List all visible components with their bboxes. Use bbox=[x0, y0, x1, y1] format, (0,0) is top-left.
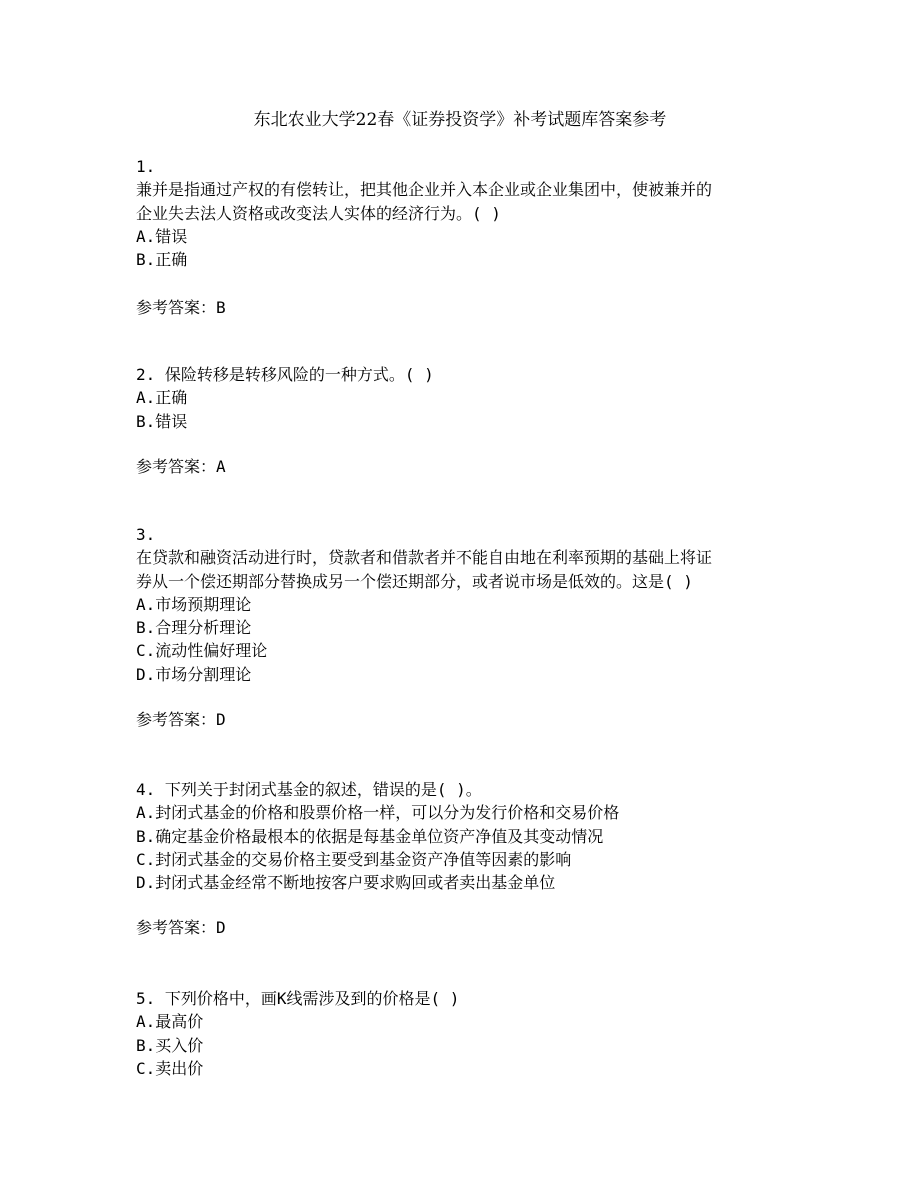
option-b: B.买入价 bbox=[136, 1035, 204, 1055]
option-a: A.最高价 bbox=[136, 1012, 204, 1032]
option-b: B.正确 bbox=[136, 250, 188, 270]
question-stem-line: 企业失去法人资格或改变法人实体的经济行为。( ) bbox=[136, 203, 501, 223]
question-number: 1. bbox=[136, 157, 156, 176]
option-a: A.市场预期理论 bbox=[136, 594, 252, 614]
answer-line: 参考答案：D bbox=[136, 710, 226, 730]
option-c: C.流动性偏好理论 bbox=[136, 641, 268, 661]
option-c: C.卖出价 bbox=[136, 1058, 204, 1078]
question-stem-line: 5. 下列价格中，画K线需涉及到的价格是( ) bbox=[136, 989, 460, 1008]
option-b: B.错误 bbox=[136, 411, 188, 431]
question-number: 3. bbox=[136, 525, 156, 544]
question-5 bbox=[136, 987, 796, 1080]
option-c: C.封闭式基金的交易价格主要受到基金资产净值等因素的影响 bbox=[136, 849, 572, 869]
question-stem-line: 券从一个偿还期部分替换成另一个偿还期部分，或者说市场是低效的。这是( ) bbox=[136, 571, 693, 591]
answer-line: 参考答案：D bbox=[136, 918, 226, 938]
question-4 bbox=[136, 778, 796, 940]
option-d: D.封闭式基金经常不断地按客户要求购回或者卖出基金单位 bbox=[136, 873, 556, 893]
option-a: A.正确 bbox=[136, 388, 188, 408]
question-1 bbox=[136, 155, 796, 320]
question-stem-line: 4. 下列关于封闭式基金的叙述，错误的是( )。 bbox=[136, 780, 482, 799]
option-a: A.封闭式基金的价格和股票价格一样，可以分为发行价格和交易价格 bbox=[136, 803, 620, 823]
question-3 bbox=[136, 523, 796, 731]
option-a: A.错误 bbox=[136, 226, 188, 246]
option-d: D.市场分割理论 bbox=[136, 664, 252, 684]
option-b: B.确定基金价格最根本的依据是每基金单位资产净值及其变动情况 bbox=[136, 826, 604, 846]
question-stem-line: 在贷款和融资活动进行时，贷款者和借款者并不能自由地在利率预期的基础上将证 bbox=[136, 548, 713, 568]
question-2 bbox=[136, 363, 796, 478]
option-b: B.合理分析理论 bbox=[136, 618, 252, 638]
question-stem-line: 2. 保险转移是转移风险的一种方式。( ) bbox=[136, 365, 434, 384]
answer-line: 参考答案：A bbox=[136, 456, 226, 476]
answer-line: 参考答案：B bbox=[136, 298, 226, 318]
document-title: 东北农业大学22春《证券投资学》补考试题库答案参考 bbox=[253, 110, 667, 130]
question-stem-line: 兼并是指通过产权的有偿转让，把其他企业并入本企业或企业集团中，使被兼并的 bbox=[136, 180, 713, 200]
